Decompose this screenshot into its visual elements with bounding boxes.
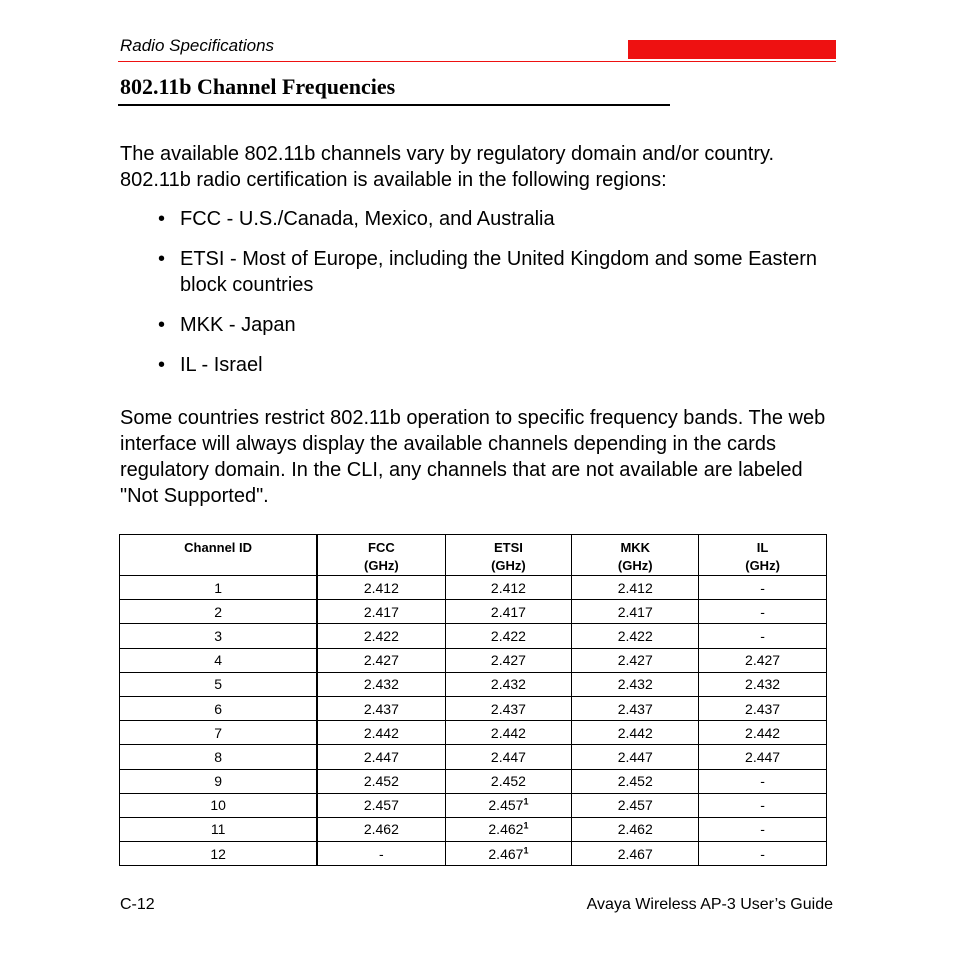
cell-channel-id: [120, 648, 318, 672]
cell-fcc-value: 2.427: [363, 652, 399, 669]
cell-channel-id: [120, 769, 318, 793]
cell-channel-id: [120, 624, 318, 648]
header-il: [699, 535, 827, 576]
cell-etsi: [445, 672, 572, 696]
cell-fcc: [317, 842, 445, 866]
table-row: [120, 817, 827, 841]
cell-fcc-value: 2.412: [363, 579, 399, 596]
cell-fcc-value: 2.437: [363, 700, 399, 717]
cell-fcc-value: 2.462: [363, 821, 399, 838]
footnote-marker: 1: [523, 796, 529, 807]
cell-il: [699, 745, 827, 769]
cell-il-value: -: [760, 797, 765, 814]
table-row: [120, 793, 827, 817]
cell-il: [699, 721, 827, 745]
cell-mkk: [572, 745, 699, 769]
cell-channel-id-value: 1: [214, 579, 222, 596]
cell-fcc-value: 2.422: [363, 627, 399, 644]
bullet-glyph: •: [158, 208, 166, 230]
table-row: [120, 648, 827, 672]
cell-il: [699, 648, 827, 672]
cell-channel-id-value: 11: [210, 821, 226, 838]
cell-il-value: -: [760, 821, 765, 838]
cell-fcc: [317, 672, 445, 696]
cell-il-value: 2.442: [745, 724, 781, 741]
cell-channel-id-value: 6: [214, 700, 222, 717]
bullet-glyph: •: [158, 354, 166, 376]
cell-etsi: [445, 696, 572, 720]
cell-fcc: [317, 624, 445, 648]
cell-etsi: [445, 624, 572, 648]
cell-channel-id-value: 7: [214, 724, 222, 741]
cell-channel-id-value: 8: [214, 748, 222, 765]
cell-il: [699, 576, 827, 600]
table-row: [120, 696, 827, 720]
bullet-glyph: •: [158, 314, 166, 336]
header-label: MKK: [620, 540, 651, 555]
header-label: IL: [756, 540, 769, 555]
cell-mkk-value: 2.447: [617, 748, 653, 765]
guide-title: Avaya Wireless AP-3 User’s Guide: [586, 896, 833, 913]
region-text: IL - Israel: [180, 354, 263, 376]
cell-etsi-value: 2.422: [490, 627, 526, 644]
cell-mkk-value: 2.462: [617, 821, 653, 838]
cell-il-value: -: [760, 773, 765, 790]
cell-fcc: [317, 745, 445, 769]
cell-etsi: [445, 817, 572, 841]
cell-mkk: [572, 672, 699, 696]
cell-mkk-value: 2.432: [617, 676, 653, 693]
cell-etsi: [445, 600, 572, 624]
cell-il: [699, 624, 827, 648]
cell-il: [699, 793, 827, 817]
cell-channel-id-value: 12: [210, 845, 226, 862]
cell-il-value: 2.447: [745, 748, 781, 765]
cell-fcc: [317, 769, 445, 793]
cell-il-value: -: [760, 845, 765, 862]
page-number: C-12: [120, 896, 155, 913]
cell-il-value: 2.432: [745, 676, 781, 693]
cell-channel-id: [120, 576, 318, 600]
cell-etsi-value: 2.447: [490, 748, 526, 765]
cell-mkk: [572, 576, 699, 600]
cell-fcc-value: 2.447: [363, 748, 399, 765]
cell-il-value: -: [760, 579, 765, 596]
header-label: Channel ID: [184, 540, 253, 555]
cell-channel-id-value: 2: [214, 603, 222, 620]
cell-fcc: [317, 600, 445, 624]
table-row: [120, 769, 827, 793]
cell-channel-id: [120, 745, 318, 769]
cell-fcc-value: 2.442: [363, 724, 399, 741]
cell-mkk: [572, 769, 699, 793]
cell-channel-id-value: 3: [214, 627, 222, 644]
header-mkk: [572, 535, 699, 576]
cell-etsi-value: 2.442: [490, 724, 526, 741]
cell-mkk-value: 2.417: [617, 603, 653, 620]
list-item: [158, 352, 838, 378]
header-accent-bar: [628, 40, 836, 59]
cell-mkk: [572, 648, 699, 672]
cell-channel-id: [120, 672, 318, 696]
cell-etsi-value: 2.417: [490, 603, 526, 620]
footnote-marker: 1: [523, 845, 529, 855]
cell-mkk-value: 2.452: [617, 773, 653, 790]
cell-channel-id: [120, 793, 318, 817]
cell-mkk: [572, 793, 699, 817]
table-row: [120, 624, 827, 648]
channel-frequency-table: [119, 534, 827, 866]
cell-il: [699, 817, 827, 841]
cell-etsi: [445, 769, 572, 793]
cell-il-value: 2.427: [745, 652, 781, 669]
cell-il: [699, 600, 827, 624]
header-channel-id: [120, 535, 318, 576]
cell-channel-id: [120, 842, 318, 866]
header-rule: [118, 61, 836, 62]
cell-etsi-value: 2.467: [488, 845, 524, 862]
table-row: [120, 672, 827, 696]
cell-fcc: [317, 696, 445, 720]
cell-mkk: [572, 696, 699, 720]
header-unit: (GHz): [364, 558, 399, 573]
cell-mkk-value: 2.442: [617, 724, 653, 741]
cell-mkk-value: 2.427: [617, 652, 653, 669]
cell-fcc: [317, 648, 445, 672]
table-body: [120, 576, 827, 866]
restriction-paragraph: Some countries restrict 802.11b operation to specific frequency bands. The web interface will always display the available channels depending in the cards regulatory domain. In the CLI, any channels that are not available are labeled "Not Supported".: [120, 407, 826, 507]
running-header-title: Radio Specifications: [120, 36, 275, 55]
cell-mkk-value: 2.467: [617, 845, 653, 862]
cell-etsi: [445, 793, 572, 817]
regions-list: [158, 206, 838, 392]
cell-mkk: [572, 624, 699, 648]
region-text: FCC - U.S./Canada, Mexico, and Australia: [180, 208, 555, 230]
cell-fcc: [317, 817, 445, 841]
cell-il: [699, 842, 827, 866]
table-header-row: [120, 535, 827, 576]
footnote-marker: 1: [523, 820, 529, 831]
cell-fcc-value: 2.432: [363, 676, 399, 693]
list-item: [158, 312, 838, 338]
cell-channel-id-value: 5: [214, 676, 222, 693]
cell-etsi-value: 2.452: [490, 773, 526, 790]
header-unit: (GHz): [491, 558, 526, 573]
cell-mkk-value: 2.412: [617, 579, 653, 596]
cell-etsi: [445, 721, 572, 745]
cell-mkk-value: 2.437: [617, 700, 653, 717]
region-text: ETSI - Most of Europe, including the United Kingdom and some Eastern block countries: [180, 248, 818, 296]
cell-etsi-value: 2.457: [488, 797, 524, 814]
table-row: [120, 721, 827, 745]
header-label: FCC: [368, 540, 395, 555]
table-row: [120, 600, 827, 624]
header-unit: (GHz): [745, 558, 780, 573]
cell-mkk: [572, 842, 699, 866]
header-label: ETSI: [493, 540, 523, 555]
table-row: [120, 745, 827, 769]
region-text: MKK - Japan: [180, 314, 296, 336]
table-row: [120, 576, 827, 600]
header-fcc: [317, 535, 445, 576]
table-row: [120, 842, 827, 866]
cell-etsi: [445, 648, 572, 672]
cell-fcc-value: 2.457: [363, 797, 399, 814]
cell-il: [699, 769, 827, 793]
cell-il: [699, 696, 827, 720]
intro-paragraph: The available 802.11b channels vary by regulatory domain and/or country. 802.11b radio certification is available in the following regions:: [120, 143, 775, 191]
cell-channel-id: [120, 721, 318, 745]
cell-etsi: [445, 745, 572, 769]
cell-fcc: [317, 793, 445, 817]
cell-mkk-value: 2.457: [617, 797, 653, 814]
cell-mkk: [572, 721, 699, 745]
cell-fcc: [317, 721, 445, 745]
cell-etsi-value: 2.427: [490, 652, 526, 669]
cell-fcc-value: 2.417: [363, 603, 399, 620]
cell-il-value: 2.437: [745, 700, 781, 717]
bullet-glyph: •: [158, 248, 166, 270]
cell-channel-id: [120, 696, 318, 720]
list-item: [158, 206, 838, 232]
cell-mkk: [572, 817, 699, 841]
cell-fcc-value: 2.452: [363, 773, 399, 790]
section-title: 802.11b Channel Frequencies: [120, 74, 396, 99]
cell-channel-id: [120, 817, 318, 841]
section-title-rule: [118, 104, 670, 106]
header-etsi: [445, 535, 572, 576]
cell-il: [699, 672, 827, 696]
cell-channel-id-value: 10: [210, 797, 226, 814]
cell-channel-id-value: 4: [214, 652, 222, 669]
cell-etsi-value: 2.412: [490, 579, 526, 596]
cell-etsi: [445, 576, 572, 600]
cell-mkk: [572, 600, 699, 624]
cell-etsi-value: 2.437: [490, 700, 526, 717]
cell-etsi-value: 2.432: [490, 676, 526, 693]
cell-fcc: [317, 576, 445, 600]
cell-mkk-value: 2.422: [617, 627, 653, 644]
cell-channel-id-value: 9: [214, 773, 222, 790]
list-item: [158, 246, 838, 298]
cell-fcc-value: -: [379, 845, 384, 862]
header-unit: (GHz): [617, 558, 653, 573]
cell-etsi: [445, 842, 572, 866]
cell-channel-id: [120, 600, 318, 624]
cell-il-value: -: [760, 627, 765, 644]
cell-etsi-value: 2.462: [488, 821, 524, 838]
cell-il-value: -: [760, 603, 765, 620]
